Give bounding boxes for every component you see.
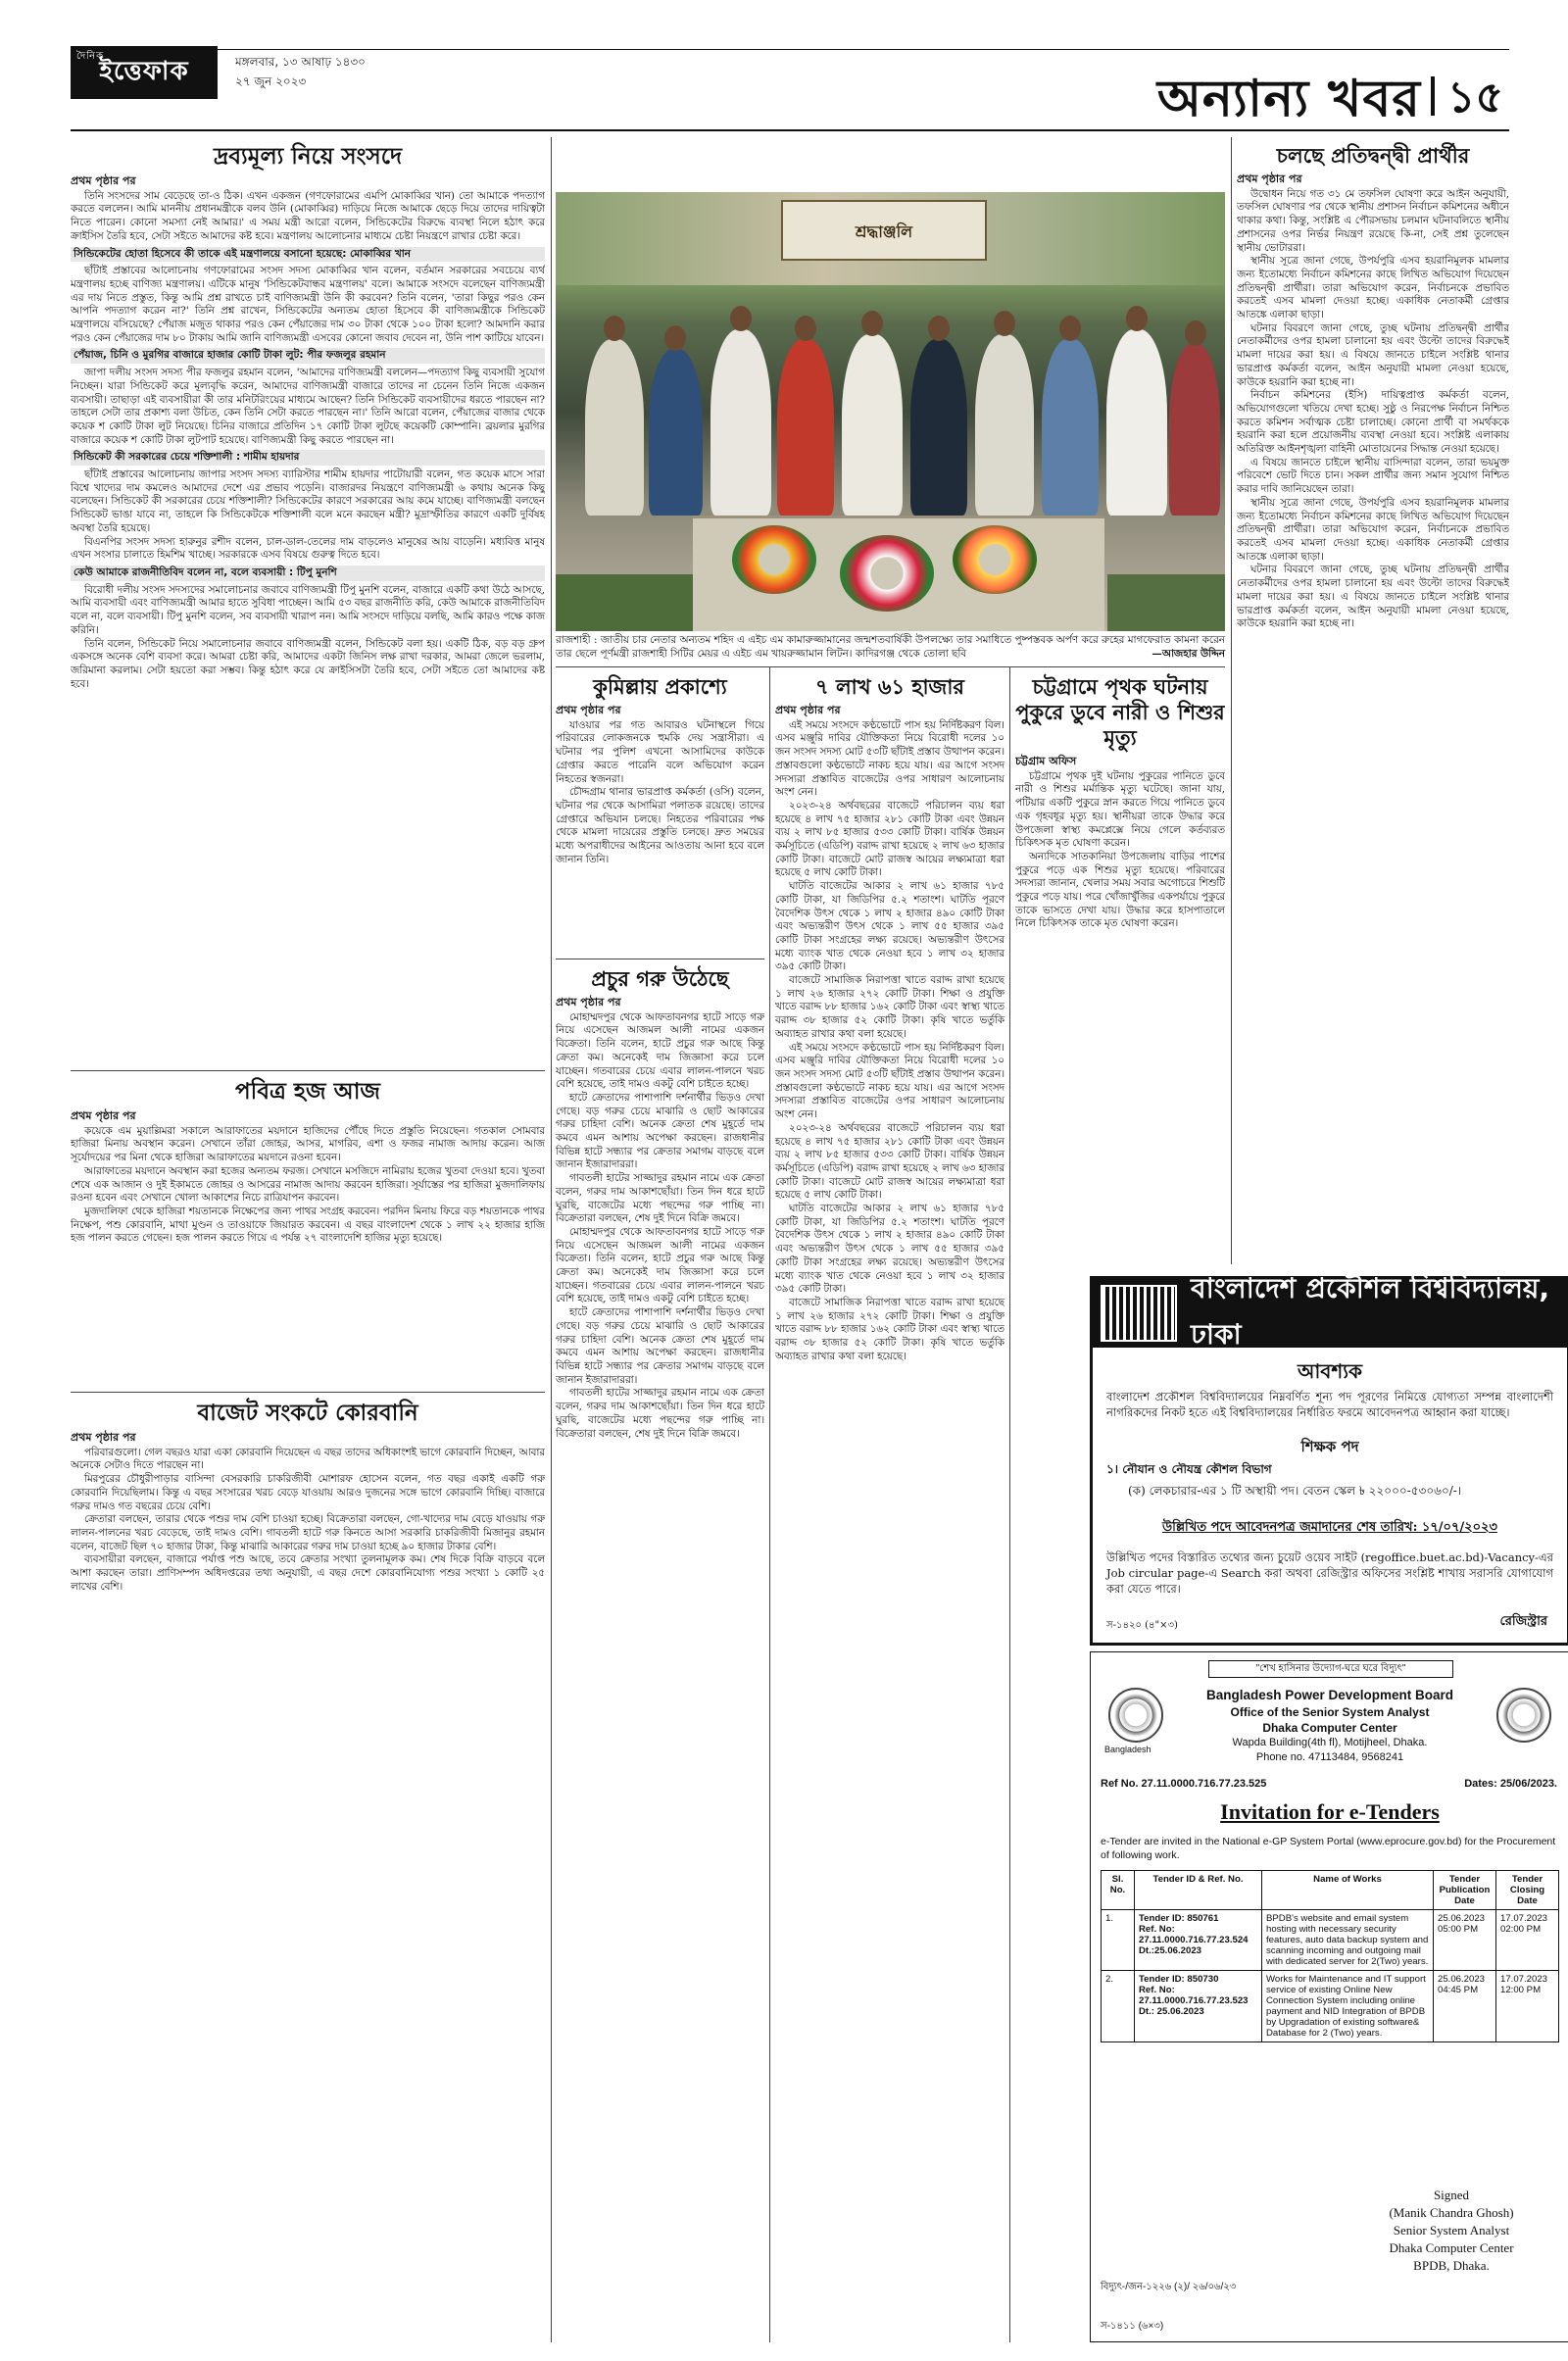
signature-block — [1363, 2187, 1540, 2275]
column-header: Tender ID & Ref. No. — [1135, 1871, 1262, 1910]
signed-label: Signed — [1433, 2188, 1470, 2202]
headline: বাজেট সংকটে কোরবানি — [197, 1401, 418, 1426]
designation: Senior System Analyst — [1393, 2223, 1510, 2238]
ad-title: Invitation for e-Tenders — [1220, 1799, 1440, 1824]
continued-label: প্রথম পৃষ্ঠার পর — [775, 704, 841, 716]
ad-reference: স-১৪১১ (৬×৩) — [1101, 2321, 1164, 2332]
table-row — [1102, 1971, 1559, 2042]
photo-credit: —আজহার উদ্দিন — [1152, 648, 1225, 660]
headline: চট্টগ্রামে পৃথক ঘটনায় পুকুরে ডুবে নারী ও শিশুর মৃত্যু — [1015, 675, 1225, 750]
story-rival-candidate — [1237, 137, 1509, 1264]
story-budget-qurbani — [71, 1396, 545, 2342]
headline: কুমিল্লায় প্রকাশ্যে — [593, 675, 727, 699]
table-cell: 17.07.2023 12:00 PM — [1496, 1971, 1559, 2042]
column-rule — [551, 137, 552, 2342]
banner-text: শ্রদ্ধাঞ্জলি — [855, 222, 913, 241]
continued-label: প্রথম পৃষ্ঠার পর — [1237, 172, 1302, 185]
paragraph: এই সময়ে সংসদে কণ্ঠভোটে পাস হয় নির্দিষ্টকরণ বিল। এসব মঞ্জুরি দাবির যৌক্তিকতা নিয়ে বিরোধী দলের ১০ জন সংসদ সদস্য মোট ৫৩টি ছাঁটাই প্রস্তাব উত্থাপন করেন। প্রস্তাবগুলো কণ্ঠভোটে নাকচ হয়ে যায়। এর আগে সংসদ সদস্যরা প্রস্তাবিত বাজেটের ওপর সাধারণ আলোচনায় অংশ নেন। — [775, 718, 1004, 799]
table-cell: 17.07.2023 02:00 PM — [1496, 1910, 1559, 1971]
logo-subtitle: দৈনিক — [76, 51, 105, 62]
ad-details: উল্লিখিত পদের বিস্তারিত তথ্যের জন্য চুয়েট ওয়েব সাইট (regoffice.buet.ac.bd)-Vacancy-এর Job circular page-এ Search করা অথবা রেজিস্ট্রার অফিসের সংশ্লিষ্ট শাখায় সরাসরি যোগাযোগ করা যেতে পারে। — [1106, 1550, 1553, 1596]
paragraph: মিরপুরের চৌধুরীপাড়ার বাসিন্দা বেসরকারি চাকরিজীবী মোশারফ হোসেন বলেন, গত বছর একাই একটি গরু কোরবানি দিয়েছিলাম। কিন্তু এ বছর সংসারের খরচ বেড়ে যাওয়ায় আরও দুজনের সঙ্গে ভাগে কোরবানি দিচ্ছি। বাজারে গরুর দামও গত বছরের চেয়ে বেশি। — [71, 1473, 545, 1512]
paragraph: বিএনপির সংসদ সদস্য হারুনুর রশীদ বলেন, চাল-ডাল-তেলের দাম বাড়লেও মানুষের আয় বাড়েনি। মধ্যবিত্ত মানুষ এখন সংসার চালাতে হিমশিম খাচ্ছে। সরকারকে এসব বিষয়ে গুরুত্ব দিতে হবে। — [71, 535, 545, 562]
jubilee-label: Bangladesh — [1104, 1745, 1152, 1754]
table-cell: 2. — [1102, 1971, 1135, 2042]
person-head — [604, 316, 625, 341]
continued-label: প্রথম পৃষ্ঠার পর — [71, 1109, 136, 1122]
person-figure — [1106, 329, 1167, 516]
university-emblem-icon — [1101, 1285, 1177, 1342]
person-figure — [842, 334, 903, 516]
paragraph: মুজদালিফা থেকে হাজিরা শয়তানকে নিক্ষেপের জন্য পাথর সংগ্রহ করবেন। পরদিন মিনায় ফিরে বড় শয়তানকে পাথর নিক্ষেপ, পশু কোরবানি, মাথা মুণ্ডন ও তাওয়াফে জিয়ারত করবেন। এ বছর বাংলাদেশ থেকে ১ লাখ ২২ হাজার হাজি হজ পালন করতে গেছেন। হজ পালন করতে গিয়ে এ পর্যন্ত ২৭ বাংলাদেশি হাজির মৃত্যু হয়েছে। — [71, 1205, 545, 1245]
designation: BPDB, Dhaka. — [1413, 2258, 1490, 2273]
ad-intro: e-Tender are invited in the National e-GP System Portal (www.eprocure.gov.bd) for the Procurement of following work. — [1101, 1836, 1556, 1861]
table-row — [1102, 1910, 1559, 1971]
wreath — [732, 525, 816, 594]
paragraph: মোহাম্মদপুর থেকে আফতাবনগর হাটে সাড়ে গরু নিয়ে এসেছেন আজমল আলী নামের একজন বিক্রেতা। তিনি বলেন, হাটে প্রচুর গরু আছে কিন্তু ক্রেতা কম। অনেকেই দাম জিজ্ঞাসা করে চলে যাচ্ছেন। গতবারের চেয়ে এবার লালন-পালনে খরচ বেশি হয়েছে, তাই দামও একটু বেশি চাইতে হচ্ছে। — [556, 1010, 764, 1091]
ad-header — [1093, 1272, 1567, 1351]
person-head — [730, 306, 752, 331]
person-head — [1126, 306, 1148, 331]
table-cell: Tender ID: 850730 Ref. No: 27.11.0000.716.77.23.523 Dt.: 25.06.2023 — [1135, 1971, 1262, 2042]
subheading: সিন্ডিকেট কী সরকারের চেয়ে শক্তিশালী : শামীম হায়দার — [71, 450, 545, 466]
paragraph: ক্রেতারা বলছেন, তারার থেকে পশুর দাম বেশি চাওয়া হচ্ছে। বিক্রেতারা বলছেন, গো-খাদ্যের দাম বেড়ে যাওয়ায় গরু লালন-পালনের খরচ বেড়েছে, তাই দামও বেশি। গাবতলী হাটে গরু কিনতে আসা সরকারি চাকরিজীবী মিজানুর রহমান বলেন, বাজেট ছিল ৭০ হাজার টাকা, কিন্তু মাঝারি আকারের গরুর দাম চাওয়া হচ্ছে ৯০ হাজার টাকার বেশি। — [71, 1513, 545, 1552]
subheading: সিন্ডিকেটের হোতা হিসেবে কী তাকে এই মন্ত্রণালয়ে বসানো হয়েছে: মোকাব্বির খান — [71, 247, 545, 263]
ad-wanted: আবশ্যক — [1297, 1359, 1363, 1383]
paragraph: গাবতলী হাটের সাজ্জাদুর রহমান নামে এক ক্রেতা বলেন, গরুর দাম আকাশছোঁয়া। তিন দিন ধরে হাটে ঘুরছি, বাজেটের মধ্যে পছন্দের গরু পাচ্ছি না। বিক্রেতারা বলছেন, শেষ দুই দিনে বিক্রি জমবে। — [556, 1387, 764, 1440]
table-cell: 1. — [1102, 1910, 1135, 1971]
column-rule — [1009, 666, 1010, 2342]
section-title: অন্যান্য খবর — [1156, 70, 1421, 128]
paragraph: কয়েকে এম মুয়াল্লিমরা সকালে আরাফাতের ময়দানে হাজিদের পৌঁছে দিতে প্রস্তুতি নিয়েছেন। গতকাল সোমবার হাজিরা মিনায় অবস্থান করেন। সেখানে তাঁরা জোহর, আসর, মাগরিব, এশা ও ফজর নামাজ আদায় করেন। আজ সূর্যোদয়ের পর মিনা থেকে হাজিরা আরাফাতের ময়দানে রওনা হবেন। — [71, 1124, 545, 1164]
continued-label: প্রথম পৃষ্ঠার পর — [556, 996, 621, 1008]
ad-bpdb-tender — [1090, 1651, 1568, 2342]
paragraph: উদ্বোধন নিয়ে গত ৩১ মে তফসিল ঘোষণা করে আইন অনুযায়ী, তফসিল ঘোষণার পর থেকে স্থানীয় প্রশাসন নির্বাচন কমিশনের অধীনে থাকার কথা। কিন্তু, সংশ্লিষ্ট এ পৌরসভায় চলমান ঘটনাবলিতে স্থানীয় প্রশাসনের ওপর নির্ভর নিয়ন্ত্রণ রয়েছে কি-না, সেই প্রশ্ন তুলেছেন স্থানীয় ভোটাররা। — [1237, 187, 1509, 254]
newspaper-logo — [71, 46, 218, 99]
paragraph: এ বিষয়ে জানতে চাইলে স্থানীয় বাসিন্দারা বলেন, তারা ভয়মুক্ত পরিবেশে ভোট দিতে চান। সকল প্রার্থীর জন্য সমান সুযোগ নিশ্চিত করার দাবি জানিয়েছেন তারা। — [1237, 456, 1509, 496]
person-figure — [1169, 344, 1220, 516]
ad-phone: Phone no. 47113484, 9568241 — [1255, 1751, 1404, 1763]
table-header-row — [1102, 1871, 1559, 1910]
designation: Dhaka Computer Center — [1389, 2240, 1514, 2255]
paragraph: স্থানীয় সূত্রে জানা গেছে, উপর্যপুরি এসব হয়রানিমূলক মামলার জন্য ইতোমধ্যে নির্বাচন কমিশনের কাছে লিখিত অভিযোগ দিয়েছেন প্রতিদ্বন্দ্বী প্রার্থীরা। তারা অভিযোগ করেন, নির্বাচনকে প্রভাবিত করতেই এসব মামলা দেওয়া হচ্ছে। একাধিক নেতাকর্মী গ্রেপ্তার আতঙ্কে এলাকা ছাড়া। — [1237, 496, 1509, 563]
paragraph: ঘাটতি বাজেটের আকার ২ লাখ ৬১ হাজার ৭৮৫ কোটি টাকা, যা জিডিপির ৫.২ শতাংশ। ঘাটতি পূরণে বৈদেশিক উৎস থেকে ১ লাখ ২ হাজার ৪৯০ কোটি টাকা এবং অভ্যন্তরীণ উৎস থেকে ১ লাখ ৫৫ হাজার ৩৯৫ কোটি টাকা সংগ্রহের লক্ষ্য রয়েছে। অভ্যন্তরীণ উৎসের মধ্যে ব্যাংক খাত থেকে নেওয়া হবে ১ লাখ ৩২ হাজার ৩৯৫ কোটি টাকা। — [775, 1203, 1004, 1296]
person-figure — [649, 349, 703, 516]
wreath — [840, 535, 934, 612]
jubilee-logo-icon — [1108, 1688, 1163, 1743]
ad-address: Wapda Building(4th fl), Motijheel, Dhaka. — [1232, 1737, 1428, 1748]
masthead-rule — [71, 129, 1509, 131]
person-head — [861, 311, 883, 336]
continued-label: প্রথম পৃষ্ঠার পর — [71, 174, 136, 187]
paragraph: জাপা দলীয় সংসদ সদস্য পীর ফজলুর রহমান বলেন, 'আমাদের বাণিজ্যমন্ত্রী বললেন—পদত্যাগ কিছু ব্যবসায়ী সুযোগ নিচ্ছেন। যারা সিন্ডিকেট করে মূল্যবৃদ্ধি করেন, আমাদের বাণিজ্যমন্ত্রী বাজারে তাদের না চেনেন তিনি নিজে একজন ব্যবসায়ী। তাছাড়া এই ব্যবসায়ীরা কী তার মনিটরিংয়ের মাধ্যমে আছেন? তিনি সিন্ডিকেট ব্যবসায়ীদের ধরতে পারছেন না? তাহলে সেটা তার প্রকাশ্য বলা উচিত, কেন তিনি সেটা করতে পারছেন না।' তিনি আরো বলেন, পেঁয়াজের বাজার থেকে কয়েক শ কোটি টাকা লুট নিয়েছে। চিনির বাজারে প্রতিদিন ১৭ কোটি টাকা লুটছে কয়েকটি কোম্পানি। ব্রয়লার মুরগির বাজারে কয়েক শ কোটি টাকা লুটপাট হয়েছে। বাণিজ্যমন্ত্রী কিছু করতে পারছেন না। — [71, 367, 545, 446]
paragraph: বাজেটে সামাজিক নিরাপত্তা খাতে বরাদ্দ রাখা হয়েছে ১ লাখ ২৬ হাজার ২৭২ কোটি টাকা। শিক্ষা ও প্রযুক্তি খাতে বরাদ্দ ৮৮ হাজার ১৬২ কোটি টাকা এবং স্বাস্থ্য খাতে বরাদ্দ ৩৮ হাজার ৫২ কোটি টাকা। কৃষি খাতে ভর্তুকি অব্যাহত রাখার কথা বলা হয়েছে। — [775, 1296, 1004, 1362]
table-cell: 25.06.2023 05:00 PM — [1434, 1910, 1496, 1971]
paragraph: ২০২৩-২৪ অর্থবছরের বাজেটে পরিচালন ব্যয় ধরা হয়েছে ৪ লাখ ৭৫ হাজার ২৮১ কোটি টাকা এবং উন্নয়ন ব্যয় ২ লাখ ৮৫ হাজার ৫৩৩ কোটি টাকা। বার্ষিক উন্নয়ন কর্মসূচিতে (এডিপি) বরাদ্দ রাখা হয়েছে ২ লাখ ৬৩ হাজার কোটি টাকা। বাজেটে মোট রাজস্ব আয়ের লক্ষ্যমাত্রা ধরা হয়েছে ৫ লাখ কোটি টাকা। — [775, 1121, 1004, 1202]
subheading: কেউ আমাকে রাজনীতিবিদ বলেন না, বলে ব্যবসায়ী : টিপু মুনশি — [71, 566, 545, 581]
logo-text: ইত্তেফাক — [99, 57, 189, 86]
ad-reference: Ref No. 27.11.0000.716.77.23.525 — [1101, 1778, 1267, 1790]
paragraph: পরিবারগুলো। গেল বছরও যারা একা কোরবানি দিয়েছেন এ বছর তাদের অধিকাংশই ভাগে কোরবানি দিচ্ছেন, আবার অনেকে সেটাও দিতে পারছেন না। — [71, 1446, 545, 1472]
story-budget-passed — [775, 670, 1004, 2342]
column-rule — [1231, 137, 1232, 1264]
continued-label: প্রথম পৃষ্ঠার পর — [556, 704, 621, 716]
person-figure — [585, 339, 644, 516]
paragraph: চট্টগ্রামে পৃথক দুই ঘটনায় পুকুরের পানিতে ডুবে নারী ও শিশুর মর্মান্তিক মৃত্যু ঘটেছে। জানা যায়, পটিয়ার একটি পুকুরে স্নান করতে গিয়ে পানিতে ডুবে এক গৃহবধূর মৃত্যু হয়। স্থানীয়রা তাকে উদ্ধার করে উপজেলা স্বাস্থ্য কমপ্লেক্সে নিয়ে গেলে কর্তব্যরত চিকিৎসক মৃত ঘোষণা করেন। — [1015, 769, 1225, 850]
ad-title: বাংলাদেশ প্রকৌশল বিশ্ববিদ্যালয়, ঢাকা — [1191, 1272, 1550, 1351]
tender-table — [1101, 1870, 1559, 2042]
paragraph: তিনি বলেন, সিন্ডিকেট নিয়ে সমালোচনার জবাবে বাণিজ্যমন্ত্রী বলেন, সিন্ডিকেট বলা হয়। একটি ঠিক, বড় বড় গ্রুপ একসঙ্গে অনেক বেশি ব্যবসা করে। আমরা চেষ্টা করি, আমাদের একটা জিনিস লক্ষ রাখা দরকার, আমরা জেলে ভরলাম, জরিমানা করলাম। সেটা হয়তো করা সম্ভব। কিন্তু হঠাৎ করে যে ক্রাইসিসটা তৈরি হবে, সেটা সইতে তো আমাদের কষ্ট হবে। — [71, 637, 545, 690]
column-header: Tender Publication Date — [1434, 1871, 1496, 1910]
story-divider — [71, 1392, 545, 1393]
headline: ৭ লাখ ৬১ হাজার — [815, 675, 964, 699]
paragraph: তিনি সংসদের সাম বেড়েছে তা-ও ঠিক। এখন একজন (গণফোরামের এমপি মোকাব্বির খান) তো আমাকে পদত্যাগ করতে বললেন। আমি মাননীয় প্রধানমন্ত্রীকে বলব উনি (মোকাব্বির) দাড়িয়ে নিজে আমাকে ছেড়ে দিয়ে তাদের দায়িত্বটা নিতে পারেন। কোনো সমস্যা নেই আমার।' এ সময় মন্ত্রী আরো বলেন, সিন্ডিকেটের বিরুদ্ধে ব্যবস্থা নিলে হঠাৎ করে ক্রাইসিস তৈরি হবে, সেটা সইতে আমাদের কষ্ট হবে। মন্ত্রণালয় আলোচনার মাধ্যমে চেষ্টা নিয়ন্ত্রণে রাখার চেষ্টা করে। — [71, 189, 545, 242]
top-rule — [71, 49, 1509, 50]
paragraph: ঘাটতি বাজেটের আকার ২ লাখ ৬১ হাজার ৭৮৫ কোটি টাকা, যা জিডিপির ৫.২ শতাংশ। ঘাটতি পূরণে বৈদেশিক উৎস থেকে ১ লাখ ২ হাজার ৪৯০ কোটি টাকা এবং অভ্যন্তরীণ উৎস থেকে ১ লাখ ৫৫ হাজার ৩৯৫ কোটি টাকা সংগ্রহের লক্ষ্য রয়েছে। অভ্যন্তরীণ উৎসের মধ্যে ব্যাংক খাত থেকে নেওয়া হবে ১ লাখ ৩২ হাজার ৩৯৫ কোটি টাকা। — [775, 880, 1004, 973]
paragraph: বাজেটে সামাজিক নিরাপত্তা খাতে বরাদ্দ রাখা হয়েছে ১ লাখ ২৬ হাজার ২৭২ কোটি টাকা। শিক্ষা ও প্রযুক্তি খাতে বরাদ্দ ৮৮ হাজার ১৬২ কোটি টাকা এবং স্বাস্থ্য খাতে বরাদ্দ ৩৮ হাজার ৫২ কোটি টাকা। কৃষি খাতে ভর্তুকি অব্যাহত রাখার কথা বলা হয়েছে। — [775, 974, 1004, 1040]
title-divider — [1431, 76, 1435, 116]
ad-memo-number: বিদ্যুৎ-/জন-১২২৬ (২)/ ২৬/০৬/২৩ — [1101, 2282, 1237, 2292]
story-divider — [556, 666, 1225, 667]
ad-office: Office of the Senior System Analyst — [1230, 1705, 1430, 1719]
subheading: পেঁয়াজ, চিনি ও মুরগির বাজারে হাজার কোটি টাকা লুট: পীর ফজলুর রহমান — [71, 348, 545, 364]
paragraph: চৌদ্দগ্রাম থানার ভারপ্রাপ্ত কর্মকর্তা (ওসি) বলেন, ঘটনার পর থেকে আসামিরা পলাতক রয়েছে। তাদের গ্রেপ্তারে অভিযান চলছে। নিহতের পরিবারের পক্ষ থেকে মামলা দায়েরের প্রস্তুতি চলছে। দ্রুত সময়ের মধ্যে অপরাধীদের আইনের আওতায় আনা হবে বলে জানান তিনি। — [556, 786, 764, 865]
person-head — [928, 316, 950, 341]
ad-post: (ক) লেকচারার-এর ১ টি অস্থায়ী পদ। বেতন স্কেল ৳ ২২০০০-৫৩০৬০/-। — [1128, 1484, 1462, 1498]
headline: চলছে প্রতিদ্বন্দ্বী প্রার্থীর — [1276, 144, 1470, 168]
ad-buet-recruitment — [1090, 1272, 1568, 1646]
headline: দ্রব্যমূল্য নিয়ে সংসদে — [213, 144, 403, 170]
column-header: Name of Works — [1262, 1871, 1434, 1910]
ad-signatory: রেজিস্ট্রার — [1499, 1614, 1547, 1629]
paragraph: যাওয়ার পর গত আবারও ঘটনাস্থলে গিয়ে পরিবারের লোকজনকে হুমকি দেয় সন্ত্রাসীরা। এ ঘটনার পর পুলিশ এখনো আসামিদের কাউকে গ্রেপ্তার করতে পারেনি বলে অভিযোগ করেন নিহতের স্বজনরা। — [556, 718, 764, 785]
story-chattogram-drowning — [1015, 670, 1225, 1258]
continued-label: প্রথম পৃষ্ঠার পর — [71, 1431, 136, 1444]
paragraph: নির্বাচন কমিশনের (ইসি) দায়িত্বপ্রাপ্ত কর্মকর্তা বলেন, অভিযোগগুলো খতিয়ে দেখা হচ্ছে। সুষ্ঠু ও নিরপেক্ষ নির্বাচন নিশ্চিত করতে কমিশন সর্বাত্মক চেষ্টা চালাচ্ছে। কোনো প্রার্থী বা সমর্থককে হয়রানি করা হলে প্রয়োজনীয় ব্যবস্থা নেওয়া হবে। সংশ্লিষ্ট এলাকায় অতিরিক্ত আইনশৃঙ্খলা বাহিনী মোতায়েনের সিদ্ধান্ত নেওয়া হয়েছে। — [1237, 389, 1509, 456]
ad-department: ১। নৌযান ও নৌযন্ত্র কৌশল বিভাগ — [1106, 1462, 1272, 1476]
person-figure — [910, 339, 967, 516]
signatory-name: (Manik Chandra Ghosh) — [1389, 2205, 1514, 2220]
paragraph: ছাঁটাই প্রস্তাবের আলোচনায় গণফোরামের সংসদ সদস্য মোকাব্বির খান বলেন, বর্তমান সরকারের সবচেয়ে ব্যর্থ মন্ত্রণালয় হচ্ছে বাণিজ্য মন্ত্রণালয়। এটিকে মানুষ 'সিন্ডিকেটবান্ধব মন্ত্রণালয়' বলে। আমাকে সংসদে বলেছেন বাণিজ্যমন্ত্রী এর দায় নিতে প্রস্তুত, কিন্তু আমি প্রশ্ন রাখতে চাই বাণিজ্যমন্ত্রী উনি কী করবেন? তিনি বলেন, 'তারা কিছুর পরও কেন আপনি পদত্যাগ করেন না?' তিনি প্রশ্ন রাখেন, সিন্ডিকেটের অন্যতম হোতা হিসেবে কী বাণিজ্যমন্ত্রীকে সিন্ডিকেট মন্ত্রণালয়ে বসিয়েছে? পেঁয়াজ মজুত থাকার পরও কেন পেঁয়াজের দাম ৩০ টাকা থেকে ১০০ টাকা হলো? আমদানি করার পরও কেন পেঁয়াজের দাম ৮০ টাকায় আমি জানি বাণিজ্যমন্ত্রী এসবের কোনো জবাব দেবেন না, উনি পাশ কাটিয়ে যাবেন। — [71, 265, 545, 344]
bpdb-logo-icon — [1496, 1688, 1551, 1743]
column-header: Sl. No. — [1102, 1871, 1135, 1910]
ad-date: Dates: 25/06/2023. — [1464, 1778, 1557, 1790]
story-cattle-market — [556, 962, 764, 2342]
person-figure — [1042, 339, 1099, 516]
paragraph: স্থানীয় সূত্রে জানা গেছে, উপর্যপুরি এসব হয়রানিমূলক মামলার জন্য ইতোমধ্যে নির্বাচন কমিশনের কাছে লিখিত অভিযোগ দিয়েছেন প্রতিদ্বন্দ্বী প্রার্থীরা। তারা অভিযোগ করেন, নির্বাচনকে প্রভাবিত করতেই এসব মামলা দেওয়া হচ্ছে। একাধিক নেতাকর্মী গ্রেপ্তার আতঙ্কে এলাকা ছাড়া। — [1237, 255, 1509, 321]
caption-text: রাজশাহী : জাতীয় চার নেতার অন্যতম শহিদ এ এইচ এম কামারুজ্জামানের জন্মশতবার্ষিকী উপলক্ষ্যে তার সমাধিতে পুষ্পস্তবক অর্পণ করে রুহের মাগফেরাত কামনা করেন তার ছেলে পূর্ণমন্ত্রী রাজশাহী সিটির মেয়র এ এইচ এম খায়রুজ্জামান লিটন। কাদিরগঞ্জ থেকে তোলা ছবি — [556, 634, 1225, 660]
plants — [1107, 574, 1225, 631]
paragraph: ব্যবসায়ীরা বলছেন, বাজারে পর্যাপ্ত পশু আছে, তবে ক্রেতার সংখ্যা তুলনামূলক কম। শেষ দিকে বিক্রি বাড়বে বলে আশা করছেন তারা। প্রাণিসম্পদ অধিদপ্তরের তথ্য অনুযায়ী, এ বছর দেশে কোরবানিযোগ্য পশুর সংখ্যা ১ কোটি ২৫ লাখের বেশি। — [71, 1553, 545, 1593]
plants — [556, 574, 693, 631]
news-photo — [556, 192, 1225, 631]
ad-post-heading: শিক্ষক পদ — [1300, 1438, 1359, 1455]
dateline: চট্টগ্রাম অফিস — [1015, 755, 1077, 767]
column-rule — [769, 666, 770, 2342]
paragraph: ঘটনার বিবরণে জানা গেছে, তুচ্ছ ঘটনায় প্রতিদ্বন্দ্বী প্রার্থীর নেতাকর্মীদের ওপর হামলা চালানো হয় এবং উল্টো তাদের বিরুদ্ধেই মামলা দায়ের করা হয়। এ বিষয়ে জানতে চাইলে সংশ্লিষ্ট থানার ভারপ্রাপ্ত কর্মকর্তা বলেন, আইন অনুযায়ী মামলা নেওয়া হয়েছে, কাউকে হয়রানি করা হচ্ছে না। — [1237, 321, 1509, 388]
ad-reference: স-১৪২০ (৪"×৩) — [1106, 1620, 1178, 1631]
wreath — [953, 525, 1037, 594]
person-figure — [777, 339, 834, 516]
table-cell: 25.06.2023 04:45 PM — [1434, 1971, 1496, 2042]
table-cell: Tender ID: 850761 Ref. No: 27.11.0000.716.77.23.524 Dt.:25.06.2023 — [1135, 1910, 1262, 1971]
paragraph: ২০২৩-২৪ অর্থবছরের বাজেটে পরিচালন ব্যয় ধরা হয়েছে ৪ লাখ ৭৫ হাজার ২৮১ কোটি টাকা এবং উন্নয়ন ব্যয় ২ লাখ ৮৫ হাজার ৫৩৩ কোটি টাকা। বার্ষিক উন্নয়ন কর্মসূচিতে (এডিপি) বরাদ্দ রাখা হয়েছে ২ লাখ ৬৩ হাজার কোটি টাকা। বাজেটে মোট রাজস্ব আয়ের লক্ষ্যমাত্রা ধরা হয়েছে ৫ লাখ কোটি টাকা। — [775, 799, 1004, 879]
person-figure — [710, 329, 771, 516]
person-head — [664, 325, 686, 351]
paragraph: হাটে ক্রেতাদের পাশাপাশি দর্শনার্থীর ভিড়ও দেখা গেছে। বড় গরুর চেয়ে মাঝারি ও ছোট আকারের গরুর চাহিদা বেশি। অনেক ক্রেতা শেষ মুহূর্তে দাম কমবে এমন আশায় অপেক্ষা করছেন। রাজধানীর বিভিন্ন হাটে সন্ধ্যার পর ক্রেতার সমাগম বাড়ছে বলে জানান ইজারাদাররা। — [556, 1091, 764, 1171]
paragraph: বিরোধী দলীয় সংসদ সদস্যদের সমালোচনার জবাবে বাণিজ্যমন্ত্রী টিপু মুনশি বলেন, বাজারে একটি কথা উঠে আসছে, আমি ব্যবসায়ী এবং বাণিজ্যমন্ত্রী আমার হাতে সুবিধা পাচ্ছেন। আমি ৫৩ বছর রাজনীতি করি, কেউ আমাকে রাজনীতিবিদ বলে না, বলে ব্যবসায়ী। টিপু মুনশি বলেন, সব ব্যবসায়ী খারাপ নন। আমি সংসদে দাড়িয়ে বলছি, আমি কারও পক্ষে কাজ করিনি। — [71, 583, 545, 636]
ad-organization: Bangladesh Power Development Board — [1205, 1688, 1454, 1702]
ad-office: Dhaka Computer Center — [1262, 1721, 1397, 1735]
date-bengali: মঙ্গলবার, ১৩ আষাঢ় ১৪৩০ — [235, 55, 366, 69]
photo-banner — [781, 200, 987, 261]
paragraph: এই সময়ে সংসদে কণ্ঠভোটে পাস হয় নির্দিষ্টকরণ বিল। এসব মঞ্জুরি দাবির যৌক্তিকতা নিয়ে বিরোধী দলের ১০ জন সংসদ সদস্য মোট ৫৩টি ছাঁটাই প্রস্তাব উত্থাপন করেন। প্রস্তাবগুলো কণ্ঠভোটে নাকচ হয়ে যায়। এর আগে সংসদ সদস্যরা প্রস্তাবিত বাজেটের ওপর সাধারণ আলোচনায় অংশ নেন। — [775, 1041, 1004, 1121]
ad-intro: বাংলাদেশ প্রকৌশল বিশ্ববিদ্যালয়ের নিম্নবর্ণিত শূন্য পদ পূরণের নিমিত্তে যোগ্যতা সম্পন্ন বাংলাদেশী নাগরিকদের নিকট হতে এই বিশ্ববিদ্যালয়ের নির্ধারিত ফরমে আবেদনপত্র আহ্বান করা যাচ্ছে। — [1106, 1390, 1553, 1419]
paragraph: ছাঁটাই প্রস্তাবের আলোচনায় জাপার সংসদ সদস্য ব্যারিস্টার শামীম হায়দার পাটোয়ারী বলেন, গত কয়েক মাসে সারা বিশ্বে খাদ্যের দাম কমলেও আমাদের দেশে এর প্রভাব পড়েনি। বাজারদর নিয়ন্ত্রণে বাণিজ্যমন্ত্রী ৬ কথায় অনেক কিছু বলেছেন। সিন্ডিকেট কী সরকারের চেয়ে শক্তিশালী? সিন্ডিকেটের কারণে সরকারের আয় কমে যাচ্ছে। বাণিজ্যমন্ত্রী বলছেন সিন্ডিকেট ভাঙা যাবে না, তাহলে কি সিন্ডিকেটকে শক্তিশালী বলে মনে করছেন মন্ত্রী? মুদ্রাস্ফীতির কারণে একটি দুর্বিষহ অবস্থা তৈরি হয়েছে। — [71, 468, 545, 534]
photo-caption — [556, 633, 1225, 661]
person-head — [1059, 316, 1081, 341]
paragraph: অন্যদিকে সাতকানিয়া উপজেলায় বাড়ির পাশের পুকুরে পড়ে এক শিশুর মৃত্যু হয়েছে। পরিবারের সদস্যরা জানান, খেলার সময় সবার অগোচরে শিশুটি পুকুরে পড়ে যায়। পরে খোঁজাখুঁজির একপর্যায়ে পুকুরে তাকে ভাসতে দেখা যায়। উদ্ধার করে হাসপাতালে নিলে চিকিৎসক তাকে মৃত ঘোষণা করেন। — [1015, 850, 1225, 930]
paragraph: গাবতলী হাটের সাজ্জাদুর রহমান নামে এক ক্রেতা বলেন, গরুর দাম আকাশছোঁয়া। তিন দিন ধরে হাটে ঘুরছি, বাজেটের মধ্যে পছন্দের গরু পাচ্ছি না। বিক্রেতারা বলছেন, শেষ দুই দিনে বিক্রি জমবে। — [556, 1172, 764, 1225]
tender-table-wrap — [1101, 1870, 1559, 2042]
column-header: Tender Closing Date — [1496, 1871, 1559, 1910]
person-head — [795, 316, 816, 341]
table-cell: Works for Maintenance and IT support service of existing Online New Connection System including online payment and NID Integration of BPDB by Upgradation of existing software& Database for 2 (Two) years. — [1262, 1971, 1434, 2042]
paragraph: আরাফাতের ময়দানে অবস্থান করা হজের অন্যতম ফরজ। সেখানে মসজিদে নামিরায় হজের খুতবা দেওয়া হবে। খুতবা শেষে এক আজান ও দুই ইকামতে জোহর ও আসরের নামাজ আদায় করবেন হাজিরা। সূর্যাস্তের পর হাজিরা মুজদালিফায় রওনা হবেন এবং সেখানে খোলা আকাশের নিচে রাত্রিযাপন করবেন। — [71, 1164, 545, 1205]
person-figure — [975, 334, 1034, 516]
story-cumilla — [556, 670, 764, 955]
ad-deadline: উল্লিখিত পদে আবেদনপত্র জমাদানের শেষ তারিখ: ১৭/০৭/২০২৩ — [1161, 1520, 1498, 1535]
person-head — [994, 311, 1015, 336]
table-cell: BPDB's website and email system hosting with necessary security features, auto data backup system and scanning incoming and outgoing mail with dedicated server for 2(Two) years. — [1262, 1910, 1434, 1971]
headline: প্রচুর গরু উঠেছে — [591, 967, 729, 991]
paragraph: মোহাম্মদপুর থেকে আফতাবনগর হাটে সাড়ে গরু নিয়ে এসেছেন আজমল আলী নামের একজন বিক্রেতা। তিনি বলেন, হাটে প্রচুর গরু আছে কিন্তু ক্রেতা কম। অনেকেই দাম জিজ্ঞাসা করে চলে যাচ্ছেন। গতবারের চেয়ে এবার লালন-পালনে খরচ বেশি হয়েছে, তাই দামও একটু বেশি চাইতে হচ্ছে। — [556, 1225, 764, 1305]
date-gregorian: ২৭ জুন ২০২৩ — [235, 74, 307, 88]
paragraph: ঘটনার বিবরণে জানা গেছে, তুচ্ছ ঘটনায় প্রতিদ্বন্দ্বী প্রার্থীর নেতাকর্মীদের ওপর হামলা চালানো হয় এবং উল্টো তাদের বিরুদ্ধেই মামলা দায়ের করা হয়। এ বিষয়ে জানতে চাইলে সংশ্লিষ্ট থানার ভারপ্রাপ্ত কর্মকর্তা বলেন, আইন অনুযায়ী মামলা নেওয়া হয়েছে, কাউকে হয়রানি করা হচ্ছে না। — [1237, 564, 1509, 630]
page-number: ১৫ — [1446, 73, 1503, 123]
paragraph: হাটে ক্রেতাদের পাশাপাশি দর্শনার্থীর ভিড়ও দেখা গেছে। বড় গরুর চেয়ে মাঝারি ও ছোট আকারের গরুর চাহিদা বেশি। অনেক ক্রেতা শেষ মুহূর্তে দাম কমবে এমন আশায় অপেক্ষা করছেন। রাজধানীর বিভিন্ন হাটে সন্ধ্যার পর ক্রেতার সমাগম বাড়ছে বলে জানান ইজারাদাররা। — [556, 1306, 764, 1386]
headline: পবিত্র হজ আজ — [235, 1079, 380, 1105]
story-divider — [71, 1070, 545, 1071]
ad-slogan: "শেখ হাসিনার উদ্যোগ-ঘরে ঘরে বিদ্যুৎ" — [1208, 1660, 1453, 1678]
person-head — [1185, 320, 1206, 346]
